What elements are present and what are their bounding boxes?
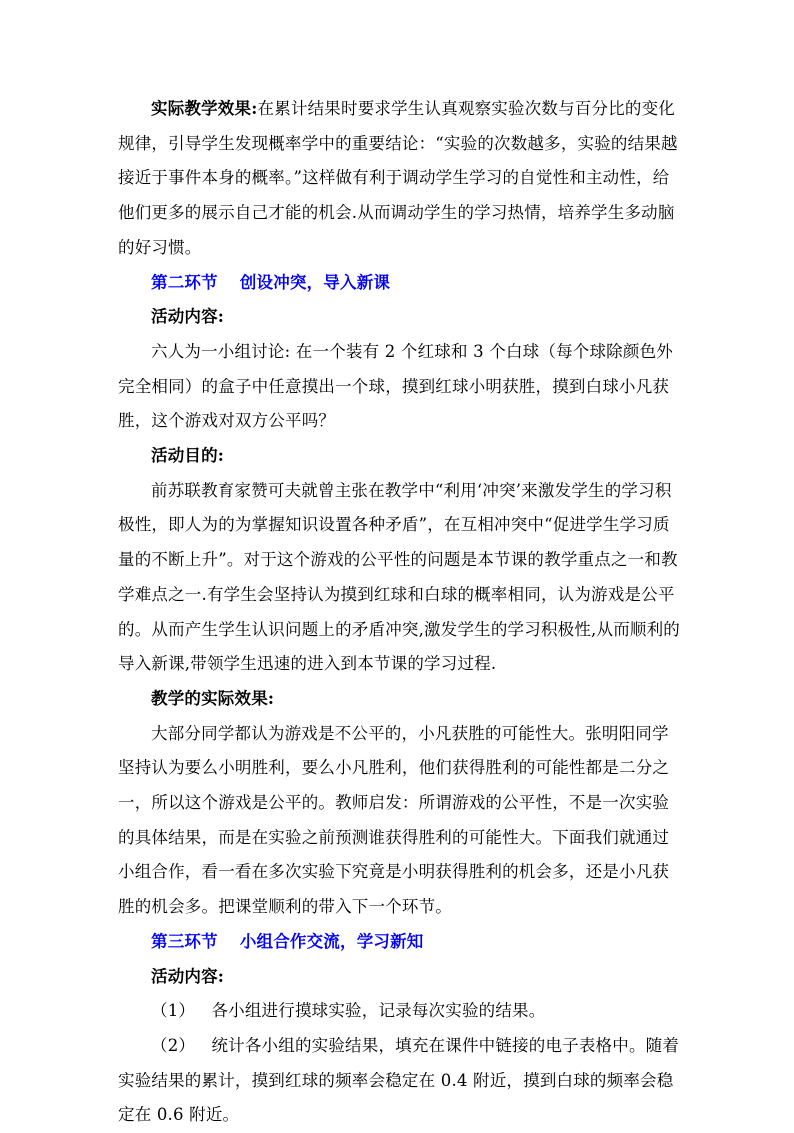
teaching-effect-text: 在累计结果时要求学生认真观察实验次数与百分比的变化规律，引导学生发现概率学中的重要结论：“实验的次数越多，实验的结果越接近于事件本身的概率。”这样做有利于调动学生学习的自觉性和主动性，给他们更多的展示自己才能的机会.从而调动学生的学习热情，培养学生多动脑的好习惯。 xyxy=(118,99,678,257)
list-item xyxy=(118,1029,684,1133)
section-2-effect-label: 教学的实际效果: xyxy=(151,688,275,708)
teaching-effect-paragraph xyxy=(118,92,684,266)
section-2-purpose-text: 前苏联教育家赞可夫就曾主张在教学中“利用‘冲突’来激发学生的学习积极性，即人为的为掌握知识设置各种矛盾”，在互相冲突中“促进学生学习质量的不断上升”。对于这个游戏的公平性的问题是本节课的教学重点之一和教学难点之一.有学生会坚持认为摸到红球和白球的概率相同，认为游戏是公平的。从而产生学生认识问题上的矛盾冲突,激发学生的学习积极性,从而顺利的导入新课,带领学生迅速的进入到本节课的学习过程. xyxy=(118,480,680,674)
list-item-text: 各小组进行摸球实验，记录每次实验的结果。 xyxy=(211,1001,546,1021)
section-heading-2 xyxy=(118,266,684,301)
list-item xyxy=(118,994,684,1029)
section-2-activity-text: 六人为一小组讨论: 在一个装有 2 个红球和 3 个白球（每个球除颜色外完全相同）的盒子中任意摸出一个球，摸到红球小明获胜，摸到白球小凡获胜，这个游戏对双方公平吗？ xyxy=(118,341,673,431)
section-2-purpose-label: 活动目的: xyxy=(151,446,225,466)
document-body xyxy=(118,92,684,1133)
list-item-marker: （1） xyxy=(151,1001,196,1021)
teaching-effect-label: 实际教学效果: xyxy=(151,99,258,118)
section-2-activity-label: 活动内容: xyxy=(151,307,225,327)
section-3-title: 小组合作交流，学习新知 xyxy=(239,931,424,951)
section-2-title: 创设冲突，导入新课 xyxy=(239,272,391,292)
section-heading-3 xyxy=(118,925,684,960)
list-item-marker: （2） xyxy=(151,1035,196,1055)
list-item-text: 统计各小组的实验结果，填充在课件中链接的电子表格中。随着实验结果的累计，摸到红球的频率会稳定在 0.4 附近，摸到白球的频率会稳定在 0.6 附近。 xyxy=(118,1035,680,1125)
section-2-number: 第二环节 xyxy=(151,272,218,292)
section-3-activity-label: 活动内容: xyxy=(151,966,225,986)
section-3-number: 第三环节 xyxy=(151,931,218,951)
section-2-effect-text: 大部分同学都认为游戏是不公平的，小凡获胜的可能性大。张明阳同学坚持认为要么小明胜利，要么小凡胜利，他们获得胜利的可能性都是二分之一，所以这个游戏是公平的。教师启发：所谓游戏的公平性，不是一次实验的具体结果，而是在实验之前预测谁获得胜利的可能性大。下面我们就通过小组合作，看一看在多次实验下究竟是小明获得胜利的机会多，还是小凡获胜的机会多。把课堂顺利的带入下一个环节。 xyxy=(118,723,670,917)
